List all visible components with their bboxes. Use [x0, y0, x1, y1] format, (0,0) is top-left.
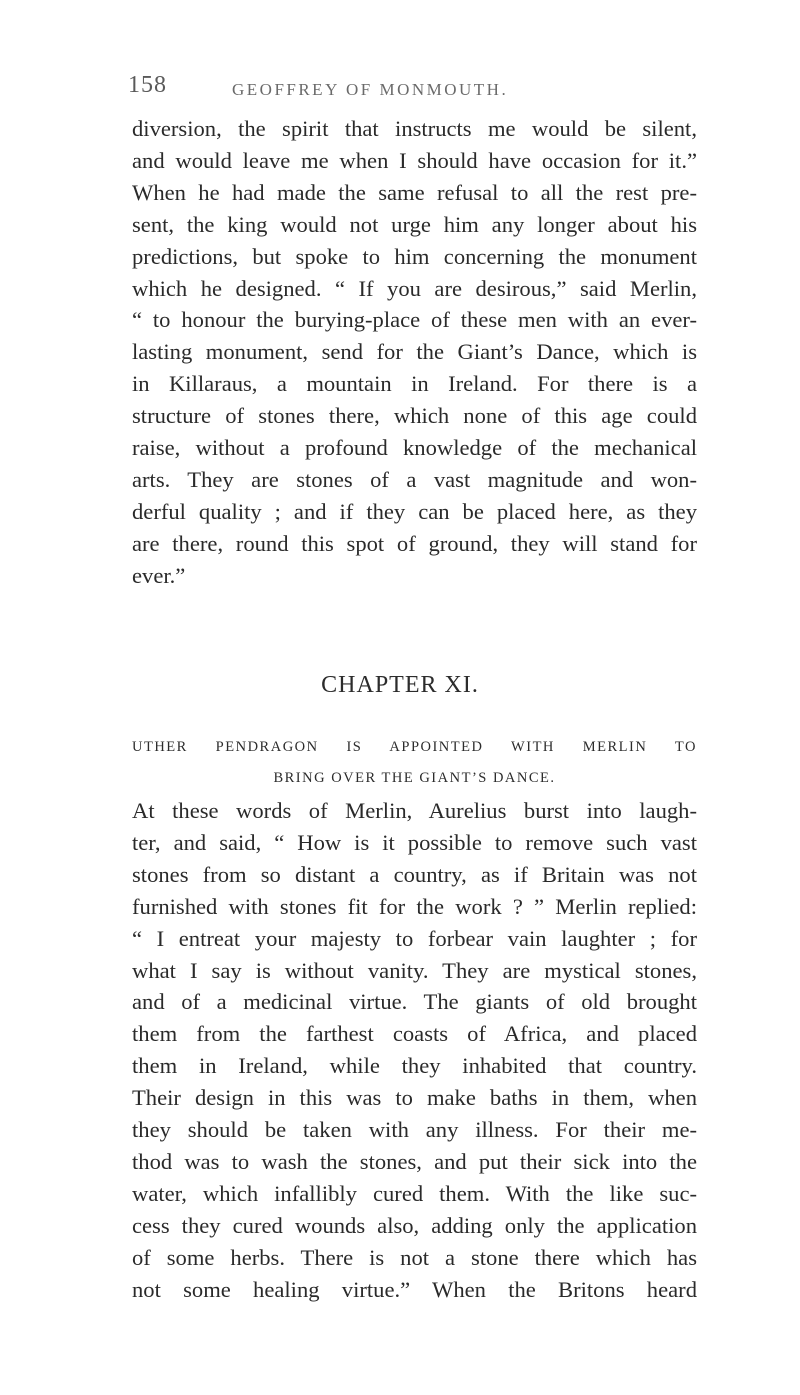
text-line: water, which infallibly cured them. With the like suc-	[132, 1180, 697, 1206]
text-line: stones from so distant a country, as if Britain was not	[132, 861, 697, 887]
text-line: thod was to wash the stones, and put their sick into the	[132, 1148, 697, 1174]
text-line: “ I entreat your majesty to forbear vain laughter ; for	[132, 925, 697, 951]
text-line: predictions, but spoke to him concerning the monument	[132, 243, 697, 269]
text-line: derful quality ; and if they can be placed here, as they	[132, 498, 697, 524]
text-line: structure of stones there, which none of this age could	[132, 403, 697, 429]
text-line: raise, without a profound knowledge of the mechanical	[132, 435, 697, 461]
text-line: which he designed. “ If you are desirous,” said Merlin,	[132, 275, 697, 301]
text-line: not some healing virtue.” When the Britons heard	[132, 1276, 697, 1302]
text-line: sent, the king would not urge him any longer about his	[132, 211, 697, 237]
chapter-heading: CHAPTER XI.	[321, 672, 479, 698]
text-line: lasting monument, send for the Giant’s Dance, which is	[132, 339, 697, 365]
text-line: At these words of Merlin, Aurelius burst into laugh-	[132, 798, 697, 823]
text-line: are there, round this spot of ground, they will stand for	[132, 530, 697, 556]
page-number: 158	[128, 72, 167, 98]
paragraph-continued	[132, 113, 697, 592]
text-line: and of a medicinal virtue. The giants of old brought	[132, 989, 697, 1015]
chapter-summary-line: BRING OVER THE GIANT’S DANCE.	[273, 770, 556, 786]
text-line: When he had made the same refusal to all the rest pre-	[132, 179, 697, 205]
chapter-body-paragraph	[132, 795, 697, 1306]
chapter-summary	[132, 732, 697, 794]
text-line: what I say is without vanity. They are mystical stones,	[132, 957, 697, 983]
text-line: they should be taken with any illness. For their me-	[132, 1117, 697, 1143]
text-line: diversion, the spirit that instructs me would be silent,	[132, 116, 697, 141]
text-line: ter, and said, “ How is it possible to remove such vast	[132, 829, 697, 855]
text-line: “ to honour the burying-place of these men with an ever-	[132, 307, 697, 333]
text-line: them in Ireland, while they inhabited that country.	[132, 1053, 697, 1079]
text-line: Their design in this was to make baths in them, when	[132, 1085, 697, 1111]
text-line: them from the farthest coasts of Africa, and placed	[132, 1021, 697, 1047]
chapter-summary-line: UTHER PENDRAGON IS APPOINTED WITH MERLIN TO	[132, 739, 697, 755]
running-title: GEOFFREY OF MONMOUTH.	[232, 80, 509, 99]
text-line: ever.”	[132, 562, 186, 588]
text-line: furnished with stones fit for the work ? ” Merlin replied:	[132, 893, 697, 919]
text-line: cess they cured wounds also, adding only the application	[132, 1212, 697, 1238]
text-line: in Killaraus, a mountain in Ireland. For there is a	[132, 371, 697, 397]
text-line: and would leave me when I should have occasion for it.”	[132, 147, 697, 173]
text-line: of some herbs. There is not a stone there which has	[132, 1244, 697, 1270]
text-line: arts. They are stones of a vast magnitude and won-	[132, 466, 697, 492]
